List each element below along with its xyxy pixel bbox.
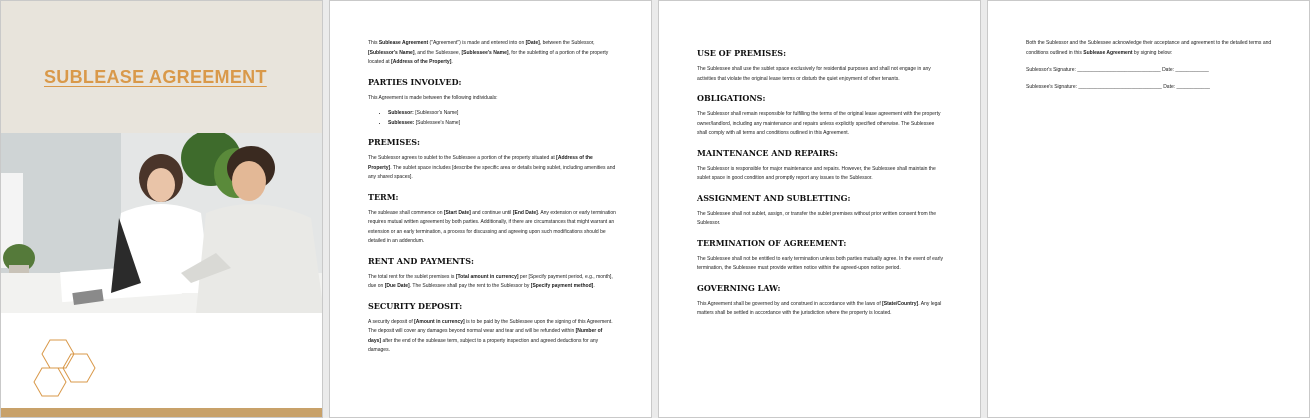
assignment-text: The Sublessee shall not sublet, assign, or transfer the sublet premises without prior written consent from the Sublessor. — [697, 210, 937, 226]
termination-text: The Sublessee shall not be entitled to early termination unless both parties mutually agree. In the event of early termination, the Sublessee must provide written notice within the agreed-upon notice period. — [697, 255, 943, 271]
premises-heading: PREMISES: — [368, 137, 420, 147]
parties-heading: PARTIES INVOLVED: — [368, 76, 462, 87]
cover-bottom-bar — [1, 408, 322, 417]
agreement-page-4 — [987, 0, 1310, 418]
cover-photo — [1, 133, 322, 313]
termination-heading: TERMINATION OF AGREEMENT: — [697, 237, 847, 248]
agreement-page-2 — [329, 0, 652, 418]
use-heading: USE OF PREMISES: — [697, 48, 787, 58]
rent-heading: RENT AND PAYMENTS: — [368, 255, 474, 266]
intro-paragraph: This Sublease Agreement ("Agreement") is made and entered into on [Date], between the Sublessor, [Sublessor's Name], and the Sublessee, [Sublessee's Name], for the subletting of a portion of the property located at [Address of the Property]. — [368, 40, 609, 65]
agreement-page-3 — [658, 0, 981, 418]
use-text: The Sublessee shall use the sublet space exclusively for residential purposes and shall not engage in any activities that violate the original lease terms or disturb the quiet enjoyment of other tenants. — [697, 66, 931, 82]
acknowledgement-text: Both the Sublessor and the Sublessee acknowledge their acceptance and agreement to the detailed terms and conditions outlined in this Sublease Agreement by signing below: — [1026, 40, 1272, 56]
premises-text: The Sublessor agrees to sublet to the Sublessee a portion of the property situated at [Address of the Property]. The sublet space includes [describe the specific area or details being sublet, including amenities and any shared spaces]. — [368, 155, 616, 180]
list-item: • Sublessee: [Sublessee's Name] — [388, 119, 616, 129]
cover-page — [0, 0, 323, 418]
maintenance-heading: MAINTENANCE AND REPAIRS: — [697, 147, 838, 158]
cover-title: SUBLEASE AGREEMENT — [44, 67, 267, 87]
deposit-text: A security deposit of [Amount in currency] is to be paid by the Sublessee upon the signing of this Agreement. The deposit will cover any damages beyond normal wear and tear and will be refunded within [Number of days] after the end of the sublease term, subject to a property inspection and agreed deductions for any damages. — [368, 318, 613, 353]
hexagon-logo-icon — [29, 338, 99, 405]
law-heading: GOVERNING LAW: — [697, 282, 781, 293]
parties-text: This Agreement is made between the following individuals: — [368, 94, 498, 101]
maintenance-text: The Sublessor is responsible for major maintenance and repairs. However, the Sublessee shall maintain the sublet space in good condition and promptly report any issues to the Sublessor. — [697, 165, 936, 181]
rent-text: The total rent for the sublet premises is [Total amount in currency] per [Specify payment period, e.g., month], due on [Due Date]. The Sublessee shall pay the rent to the Sublessor by [Specify payment method]. — [368, 273, 613, 289]
parties-list — [368, 109, 616, 128]
law-text: This Agreement shall be governed by and construed in accordance with the laws of [State/Country]. Any legal matters shall be settled in accordance with the jurisdiction where the property is located. — [697, 300, 942, 316]
assignment-heading: ASSIGNMENT AND SUBLETTING: — [697, 192, 851, 203]
obligations-text: The Sublessor shall remain responsible for fulfilling the terms of the original lease agreement with the property owner/landlord, including any maintenance and repairs unless explicitly specified otherwise. The Sublessee shall comply with all terms and conditions outlined in this Agreement. — [697, 111, 941, 136]
sublessee-signature-line[interactable]: Sublessee's Signature: ______________________________ Date: ____________ — [1026, 84, 1210, 90]
list-item: • Sublessor: [Sublessor's Name] — [388, 109, 616, 119]
term-heading: TERM: — [368, 191, 399, 202]
obligations-heading: OBLIGATIONS: — [697, 93, 766, 103]
term-text: The sublease shall commence on [Start Date] and continue until [End Date]. Any extension or early termination requires mutual written agreement by both parties. Additionally, if there are circumstances that might warrant an extension or an early termination, a process for discussing and agreeing upon such modifications should be detailed in an addendum. — [368, 209, 616, 244]
sublessor-signature-line[interactable]: Sublessor's Signature: ______________________________ Date: ____________ — [1026, 67, 1209, 73]
deposit-heading: SECURITY DEPOSIT: — [368, 300, 463, 311]
